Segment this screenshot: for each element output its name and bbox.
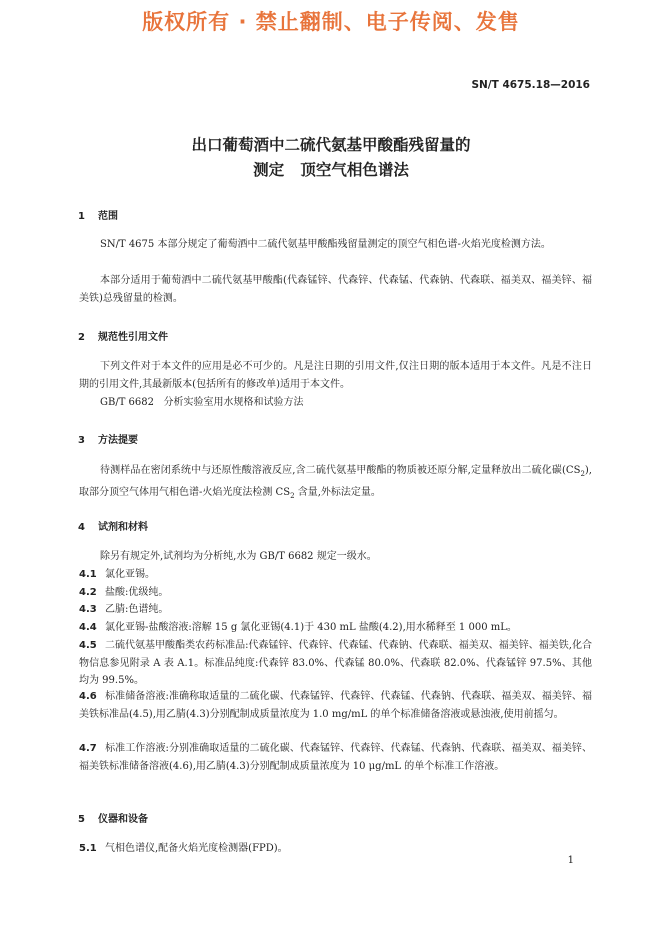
text-run: 含量,外标法定量。 — [294, 486, 381, 498]
item-number: 4.5 — [79, 640, 97, 651]
list-item — [79, 619, 592, 637]
section-title: 规范性引用文件 — [98, 332, 168, 343]
section-3-heading — [78, 431, 138, 446]
section-4-heading — [78, 518, 148, 533]
subscript: 2 — [290, 491, 295, 500]
section-number: 2 — [78, 332, 85, 343]
item-text: 二硫代氨基甲酸酯类农药标准品:代森锰锌、代森锌、代森锰、代森钠、代森联、福美双、福美锌、福美铁,化合物信息参见附录 A 表 A.1。标准品纯度:代森锌 83.0%、代森锰 80.0%、代森联 82.0%、代森锰锌 97.5%、其他均为 99.5%。 — [79, 640, 592, 686]
item-number: 4.1 — [79, 569, 97, 580]
list-item — [79, 688, 592, 723]
item-number: 4.2 — [79, 587, 97, 598]
list-item — [79, 566, 592, 584]
item-number: 4.4 — [79, 622, 97, 633]
title-line-2: 测定 顶空气相色谱法 — [253, 161, 409, 179]
item-text: 氯化亚锡-盐酸溶液:溶解 15 g 氯化亚锡(4.1)于 430 mL 盐酸(4.2),用水稀释至 1 000 mL。 — [105, 622, 517, 633]
list-item — [79, 840, 592, 858]
section-4-paragraph-1: 除另有规定外,试剂均为分析纯,水为 GB/T 6682 规定一级水。 — [100, 551, 377, 562]
document-title — [0, 133, 662, 183]
list-item — [79, 584, 592, 602]
section-number: 5 — [78, 814, 85, 825]
title-line-1: 出口葡萄酒中二硫代氨基甲酸酯残留量的 — [191, 136, 471, 154]
section-3-paragraph-1 — [79, 462, 592, 505]
section-number: 4 — [78, 522, 85, 533]
section-1-paragraph-1: SN/T 4675 本部分规定了葡萄酒中二硫代氨基甲酸酯残留量测定的顶空气相色谱-火焰光度检测方法。 — [100, 239, 551, 250]
item-text: 标准工作溶液:分别准确取适量的二硫化碳、代森锰锌、代森锌、代森锰、代森钠、代森联、福美双、福美锌、福美铁标准储备溶液(4.6),用乙腈(4.3)分别配制成质量浓度为 10 μg/mL 的单个标准工作溶液。 — [79, 743, 592, 772]
item-number: 5.1 — [79, 843, 97, 854]
item-text: 乙腈:色谱纯。 — [105, 604, 169, 615]
section-1-heading — [78, 207, 118, 222]
standard-code: SN/T 4675.18—2016 — [471, 79, 590, 91]
item-text: 氯化亚锡。 — [105, 569, 155, 580]
item-text: 盐酸:优级纯。 — [105, 587, 169, 598]
section-2-paragraph-1: 下列文件对于本文件的应用是必不可少的。凡是注日期的引用文件,仅注日期的版本适用于本文件。凡是不注日期的引用文件,其最新版本(包括所有的修改单)适用于本文件。 — [79, 361, 592, 390]
item-number: 4.3 — [79, 604, 97, 615]
list-item — [79, 601, 592, 619]
item-text: 标准储备溶液:准确称取适量的二硫化碳、代森锰锌、代森锌、代森锰、代森钠、代森联、福美双、福美锌、福美铁标准品(4.5),用乙腈(4.3)分别配制成质量浓度为 1.0 mg/mL 的单个标准储备溶液或悬浊液,使用前摇匀。 — [79, 691, 592, 720]
item-text: 气相色谱仪,配备火焰光度检测器(FPD)。 — [105, 843, 288, 854]
section-1-paragraph-2: 本部分适用于葡萄酒中二硫代氨基甲酸酯(代森锰锌、代森锌、代森锰、代森钠、代森联、福美双、福美锌、福美铁)总残留量的检测。 — [79, 275, 592, 304]
section-number: 1 — [78, 211, 85, 222]
section-title: 方法提要 — [98, 435, 138, 446]
item-number: 4.7 — [79, 743, 97, 754]
section-2-reference: GB/T 6682 分析实验室用水规格和试验方法 — [100, 397, 304, 408]
section-title: 仪器和设备 — [98, 814, 148, 825]
section-title: 试剂和材料 — [98, 522, 148, 533]
text-run: ),取部分顶空气体用气相色谱-火焰光度法检测 CS — [79, 465, 592, 498]
text-run: 待测样品在密闭系统中与还原性酸溶液反应,含二硫代氨基甲酸酯的物质被还原分解,定量释放出二硫化碳(CS — [100, 465, 581, 476]
section-title: 范围 — [98, 211, 118, 222]
list-item — [79, 740, 592, 775]
subscript: 2 — [580, 470, 585, 478]
section-2-heading — [78, 328, 168, 343]
copyright-watermark: 版权所有 · 禁止翻制、电子传阅、发售 — [142, 10, 520, 34]
item-number: 4.6 — [79, 691, 97, 702]
section-5-heading — [78, 810, 148, 825]
section-number: 3 — [78, 435, 85, 446]
list-item — [79, 637, 592, 690]
page-number: 1 — [567, 855, 574, 866]
